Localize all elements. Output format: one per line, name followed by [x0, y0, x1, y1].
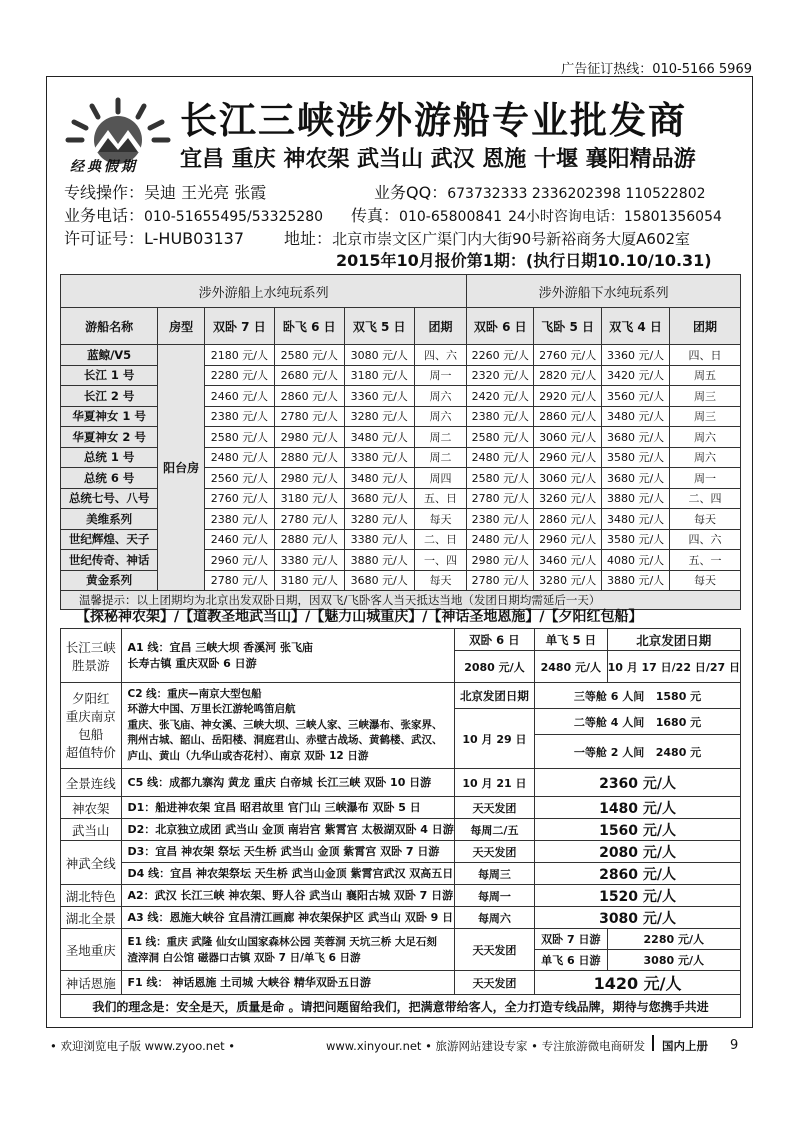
- tour-price: 2360 元/人: [535, 769, 741, 797]
- price-cell: 2820 元/人: [534, 365, 602, 386]
- tour-category: 湖北特色: [61, 885, 122, 907]
- price-cell: 2260 元/人: [467, 345, 534, 366]
- option-name: 双卧 7 日游: [535, 929, 607, 950]
- departure-days: 周三: [670, 386, 741, 407]
- ship-name: 总统 1 号: [61, 447, 158, 468]
- departure-days: 一、四: [414, 550, 467, 571]
- price-cell: 2760 元/人: [534, 345, 602, 366]
- category-sunset: [61, 683, 122, 769]
- departure-days: 周一: [670, 468, 741, 489]
- price-cell: 3580 元/人: [602, 529, 670, 550]
- address-label: 地址：: [284, 229, 333, 248]
- a1-price-sleeper: 2080 元/人: [454, 651, 534, 683]
- price-cell: 3480 元/人: [344, 468, 414, 489]
- category-three-gorges: [61, 629, 122, 683]
- price-cell: 2780 元/人: [467, 488, 534, 509]
- cabin-option: [535, 683, 741, 709]
- tour-date: 天天发团: [454, 971, 534, 995]
- tour-category: 神武全线: [61, 841, 122, 885]
- c2-date: 10 月 29 日: [454, 709, 534, 769]
- tour-date: 每周二/五: [454, 819, 534, 841]
- a1-col-header: 北京发团日期: [607, 629, 740, 651]
- route-c2: [121, 683, 454, 769]
- tour-row: [61, 797, 741, 819]
- col-header: 双卧 6 日: [467, 308, 534, 345]
- price-cell: 3060 元/人: [534, 427, 602, 448]
- tour-row: [61, 885, 741, 907]
- price-cell: 2960 元/人: [534, 447, 602, 468]
- price-cell: 2320 元/人: [467, 365, 534, 386]
- ship-name: 蓝鲸/V5: [61, 345, 158, 366]
- price-cell: 3480 元/人: [602, 509, 670, 530]
- route-line: 环游大中国、万里长江游轮鸣笛启航: [127, 703, 296, 716]
- price-cell: 2480 元/人: [467, 529, 534, 550]
- tour-row: [61, 971, 741, 995]
- tour-price: 2080 元/人: [535, 841, 741, 863]
- price-cell: 3380 元/人: [344, 529, 414, 550]
- departure-days: 周四: [414, 468, 467, 489]
- tour-category: 神农架: [61, 797, 122, 819]
- price-cell: 3680 元/人: [344, 570, 414, 591]
- cabin-price: 2480 元: [655, 745, 702, 759]
- tour-route: D4 线：宜昌 神农架祭坛 天生桥 武当山金顶 紫霄宫武汉 双高五日: [121, 863, 454, 885]
- tour-date: 10 月 21 日: [454, 769, 534, 797]
- tour-row: [61, 841, 741, 863]
- ad-hotline: 广告征订热线：010-5166 5969: [561, 62, 752, 77]
- tour-route: A2：武汉 长江三峡 神农架、野人谷 武当山 襄阳古城 双卧 7 日游: [121, 885, 454, 907]
- cabin-price: 1680 元: [655, 715, 702, 729]
- downstream-series-title: 涉外游船下水纯玩系列: [467, 275, 741, 308]
- a1-col-header: 单飞 5 日: [535, 629, 607, 651]
- price-cell: 3420 元/人: [602, 365, 670, 386]
- price-cell: 2580 元/人: [467, 427, 534, 448]
- price-cell: 2380 元/人: [467, 406, 534, 427]
- tour-price: 1560 元/人: [535, 819, 741, 841]
- departure-days: 每天: [670, 509, 741, 530]
- tour-date: 每周一: [454, 885, 534, 907]
- price-cell: 3180 元/人: [274, 488, 344, 509]
- price-cell: 2780 元/人: [274, 509, 344, 530]
- price-cell: 3180 元/人: [274, 570, 344, 591]
- tour-price: 3080 元/人: [535, 907, 741, 929]
- tour-category: 湖北全景: [61, 907, 122, 929]
- tour-date: 天天发团: [454, 797, 534, 819]
- price-cell: 2420 元/人: [467, 386, 534, 407]
- qq-numbers: 673732333 2336202398 110522802: [447, 186, 706, 202]
- ship-name: 世纪传奇、神话: [61, 550, 158, 571]
- departure-days: 周三: [670, 406, 741, 427]
- page-title: 长江三峡涉外游船专业批发商: [180, 99, 687, 142]
- route-line: 荆州古城、韶山、岳阳楼、洞庭君山、赤壁古战场、黄鹤楼、武汉、: [127, 734, 443, 747]
- price-cell: 3380 元/人: [274, 550, 344, 571]
- price-cell: 2180 元/人: [204, 345, 274, 366]
- departure-days: 周五: [670, 365, 741, 386]
- price-cell: 3280 元/人: [534, 570, 602, 591]
- logo-text: 经典假期: [70, 159, 138, 175]
- cat-line: 胜景游: [72, 657, 110, 673]
- fax-label: 传真：: [351, 206, 400, 225]
- option-name: 单飞 6 日游: [535, 950, 607, 971]
- col-header: 双飞 5 日: [344, 308, 414, 345]
- tour-route: F1 线： 神话恩施 土司城 大峡谷 精华双卧五日游: [121, 971, 454, 995]
- departure-days: 每天: [414, 509, 467, 530]
- page-number: 9: [730, 1038, 739, 1053]
- a1-dates: 10 月 17 日/22 日/27 日: [607, 651, 740, 683]
- departure-days: 周六: [414, 386, 467, 407]
- price-cell: 2580 元/人: [467, 468, 534, 489]
- col-header: 卧飞 6 日: [274, 308, 344, 345]
- tour-category: 神话恩施: [61, 971, 122, 995]
- price-cell: 2560 元/人: [204, 468, 274, 489]
- ship-name: 总统 6 号: [61, 468, 158, 489]
- price-cell: 4080 元/人: [602, 550, 670, 571]
- tour-price: 1420 元/人: [535, 971, 741, 995]
- price-cell: 2380 元/人: [467, 509, 534, 530]
- price-cell: 2580 元/人: [274, 345, 344, 366]
- tour-category: 武当山: [61, 819, 122, 841]
- departure-days: 周六: [414, 406, 467, 427]
- contact-line-1: [64, 180, 706, 203]
- price-cell: 2880 元/人: [274, 447, 344, 468]
- price-cell: 2680 元/人: [274, 365, 344, 386]
- category-chongqing: 圣地重庆: [61, 929, 122, 971]
- license: L-HUB03137: [144, 229, 245, 248]
- cruise-header-row: [61, 308, 741, 345]
- tour-row: [61, 769, 741, 797]
- tour-route: C5 线：成都九寨沟 黄龙 重庆 白帝城 长江三峡 双卧 10 日游: [121, 769, 454, 797]
- quote-period: 2015年10月报价第1期：(执行日期10.10/10.31): [336, 251, 712, 270]
- license-label: 许可证号：: [64, 229, 145, 248]
- col-header: 双卧 7 日: [204, 308, 274, 345]
- contact-line-3: [64, 226, 690, 249]
- hotline24: 15801356054: [623, 209, 722, 225]
- departure-days: 四、日: [670, 345, 741, 366]
- price-cell: 3460 元/人: [534, 550, 602, 571]
- price-cell: 3680 元/人: [602, 427, 670, 448]
- price-cell: 3680 元/人: [602, 468, 670, 489]
- fax: 010-65800841: [399, 209, 503, 225]
- a1-col-header: 双卧 6 日: [454, 629, 534, 651]
- tour-price: 1480 元/人: [535, 797, 741, 819]
- route-a1: [121, 629, 454, 683]
- cabin-option: [535, 709, 741, 735]
- route-line: A1 线：宜昌 三峡大坝 香溪河 张飞庙: [127, 640, 313, 654]
- cabin-name: 一等舱 2 人间: [573, 745, 645, 759]
- price-cell: 3480 元/人: [344, 427, 414, 448]
- price-cell: 3260 元/人: [534, 488, 602, 509]
- footer-section: 国内上册: [662, 1039, 708, 1053]
- price-cell: 2860 元/人: [534, 509, 602, 530]
- option-price: 2280 元/人: [607, 929, 740, 950]
- tour-route: D1：船进神农架 宜昌 昭君故里 官门山 三峡瀑布 双卧 5 日: [121, 797, 454, 819]
- departure-days: 周六: [670, 427, 741, 448]
- col-header: 团期: [670, 308, 741, 345]
- price-cell: 2980 元/人: [274, 468, 344, 489]
- tour-route: A3 线：恩施大峡谷 宜昌清江画廊 神农架保护区 武当山 双卧 9 日: [121, 907, 454, 929]
- price-cell: 3880 元/人: [602, 570, 670, 591]
- departure-days: 周二: [414, 427, 467, 448]
- tour-date: 每周六: [454, 907, 534, 929]
- price-cell: 2860 元/人: [534, 406, 602, 427]
- price-cell: 3680 元/人: [344, 488, 414, 509]
- route-line: E1 线：重庆 武隆 仙女山国家森林公园 芙蓉洞 天坑三桥 大足石刻: [127, 935, 437, 948]
- departure-days: 每天: [670, 570, 741, 591]
- tour-price: 2860 元/人: [535, 863, 741, 885]
- price-cell: 2980 元/人: [274, 427, 344, 448]
- ship-name: 总统七号、八号: [61, 488, 158, 509]
- price-cell: 2480 元/人: [467, 447, 534, 468]
- ship-name: 美维系列: [61, 509, 158, 530]
- ops-names: 吴迪 王光亮 张霞: [144, 183, 267, 202]
- price-cell: 2960 元/人: [534, 529, 602, 550]
- cat-line: 重庆南京: [65, 708, 116, 724]
- departure-days: 每天: [414, 570, 467, 591]
- cat-line: 超值特价: [65, 744, 116, 760]
- cat-line: 夕阳红: [72, 690, 110, 706]
- departure-days: 二、日: [414, 529, 467, 550]
- route-line: 渣滓洞 白公馆 磁器口古镇 双卧 7 日/单飞 6 日游: [127, 951, 361, 964]
- ship-name: 黄金系列: [61, 570, 158, 591]
- departure-days: 二、四: [670, 488, 741, 509]
- departure-days: 五、一: [670, 550, 741, 571]
- price-cell: 2380 元/人: [204, 509, 274, 530]
- page-subtitle: 宜昌 重庆 神农架 武当山 武汉 恩施 十堰 襄阳精品游: [180, 147, 696, 172]
- cabin-name: 三等舱 6 人间: [573, 689, 645, 703]
- price-cell: 3880 元/人: [602, 488, 670, 509]
- departure-days: 周一: [414, 365, 467, 386]
- contact-line-2: [64, 203, 722, 226]
- price-cell: 3560 元/人: [602, 386, 670, 407]
- price-cell: 2920 元/人: [534, 386, 602, 407]
- price-cell: 3360 元/人: [602, 345, 670, 366]
- tour-row: [61, 819, 741, 841]
- series-banner: 【探秘神农架】/【道教圣地武当山】/【魅力山城重庆】/【神话圣地恩施】/【夕阳红包船】: [76, 609, 643, 625]
- a1-price-flight: 2480 元/人: [535, 651, 607, 683]
- price-cell: 3580 元/人: [602, 447, 670, 468]
- cabin-option: [535, 735, 741, 769]
- cat-line: 长江三峡: [65, 639, 116, 655]
- tour-date: 天天发团: [454, 841, 534, 863]
- col-header: 双飞 4 日: [602, 308, 670, 345]
- col-header: 团期: [414, 308, 467, 345]
- tour-route: D2：北京独立成团 武当山 金顶 南岩宫 紫霄宫 太极湖双卧 4 日游: [121, 819, 454, 841]
- price-cell: 3180 元/人: [344, 365, 414, 386]
- price-cell: 3080 元/人: [344, 345, 414, 366]
- ship-name: 长江 2 号: [61, 386, 158, 407]
- route-line: 重庆、张飞庙、神女溪、三峡大坝、三峡人家、三峡瀑布、张家界、: [127, 718, 443, 731]
- price-cell: 2780 元/人: [274, 406, 344, 427]
- ship-name: 世纪辉煌、天子: [61, 529, 158, 550]
- option-price: 3080 元/人: [607, 950, 740, 971]
- footer-left: • 欢迎浏览电子版 www.zyoo.net •: [50, 1039, 236, 1053]
- cruise-note: 温馨提示：以上团期均为北京出发双卧日期，因双飞/飞卧客人当天抵达当地（发团日期均需延后一天）: [61, 591, 741, 610]
- address: 北京市崇文区广渠门内大街90号新裕商务大厦A602室: [332, 230, 691, 248]
- tour-route: D3：宜昌 神农架 祭坛 天生桥 武当山 金顶 紫霄宫 双卧 7 日游: [121, 841, 454, 863]
- price-cell: 3480 元/人: [602, 406, 670, 427]
- col-header: 游船名称: [61, 308, 158, 345]
- phone: 010-51655495/53325280: [144, 209, 324, 225]
- price-cell: 2860 元/人: [274, 386, 344, 407]
- cruise-price-table: [60, 274, 741, 610]
- price-cell: 3280 元/人: [344, 406, 414, 427]
- price-cell: 2980 元/人: [467, 550, 534, 571]
- price-cell: 2960 元/人: [204, 550, 274, 571]
- price-cell: 2380 元/人: [204, 406, 274, 427]
- tour-row: [61, 907, 741, 929]
- ship-name: 华夏神女 2 号: [61, 427, 158, 448]
- cabin-name: 二等舱 4 人间: [573, 715, 645, 729]
- price-cell: 3360 元/人: [344, 386, 414, 407]
- departure-days: 五、日: [414, 488, 467, 509]
- tour-date: 天天发团: [454, 929, 534, 971]
- ship-name: 长江 1 号: [61, 365, 158, 386]
- ops-label: 专线操作：: [64, 183, 145, 202]
- price-cell: 2780 元/人: [204, 570, 274, 591]
- col-header: 房型: [158, 308, 205, 345]
- cruise-row: [61, 345, 741, 366]
- ship-name: 华夏神女 1 号: [61, 406, 158, 427]
- tour-price: 1520 元/人: [535, 885, 741, 907]
- price-cell: 2760 元/人: [204, 488, 274, 509]
- upstream-series-title: 涉外游船上水纯玩系列: [61, 275, 467, 308]
- hotline24-label: 24小时咨询电话：: [508, 209, 624, 225]
- price-cell: 2480 元/人: [204, 447, 274, 468]
- price-cell: 3280 元/人: [344, 509, 414, 530]
- room-type: 阳台房: [158, 345, 205, 591]
- footer-right: www.xinyour.net • 旅游网站建设专家 • 专注旅游微电商研发: [326, 1039, 646, 1053]
- cabin-price: 1580 元: [655, 689, 702, 703]
- col-header: 飞卧 5 日: [534, 308, 602, 345]
- company-motto: 我们的理念是：安全是天，质量是命 。请把问题留给我们，把满意带给客人，全力打造专线品牌，期待与您携手共进: [61, 995, 741, 1018]
- departure-days: 四、六: [414, 345, 467, 366]
- departure-days: 周二: [414, 447, 467, 468]
- tour-row: [61, 863, 741, 885]
- price-cell: 2780 元/人: [467, 570, 534, 591]
- route-line: C2 线：重庆—南京大型包船: [127, 687, 262, 700]
- departure-days: 周六: [670, 447, 741, 468]
- footer-divider: [652, 1035, 654, 1051]
- route-line: 长寿古镇 重庆双卧 6 日游: [127, 656, 257, 670]
- route-e1: [121, 929, 454, 971]
- route-line: 庐山、黄山（九华山或杏花村）、南京 双卧 12 日游: [127, 749, 369, 762]
- tour-price-table: [60, 628, 741, 1018]
- departure-days: 四、六: [670, 529, 741, 550]
- price-cell: 2280 元/人: [204, 365, 274, 386]
- c2-date-header: 北京发团日期: [454, 683, 534, 709]
- cat-line: 包船: [78, 726, 104, 742]
- qq-label: 业务QQ：: [374, 183, 448, 202]
- price-cell: 2880 元/人: [274, 529, 344, 550]
- price-cell: 2580 元/人: [204, 427, 274, 448]
- price-cell: 2460 元/人: [204, 386, 274, 407]
- tour-date: 每周三: [454, 863, 534, 885]
- price-cell: 3060 元/人: [534, 468, 602, 489]
- phone-label: 业务电话：: [64, 206, 145, 225]
- tour-category: 全景连线: [61, 769, 122, 797]
- price-cell: 3380 元/人: [344, 447, 414, 468]
- price-cell: 3880 元/人: [344, 550, 414, 571]
- price-cell: 2460 元/人: [204, 529, 274, 550]
